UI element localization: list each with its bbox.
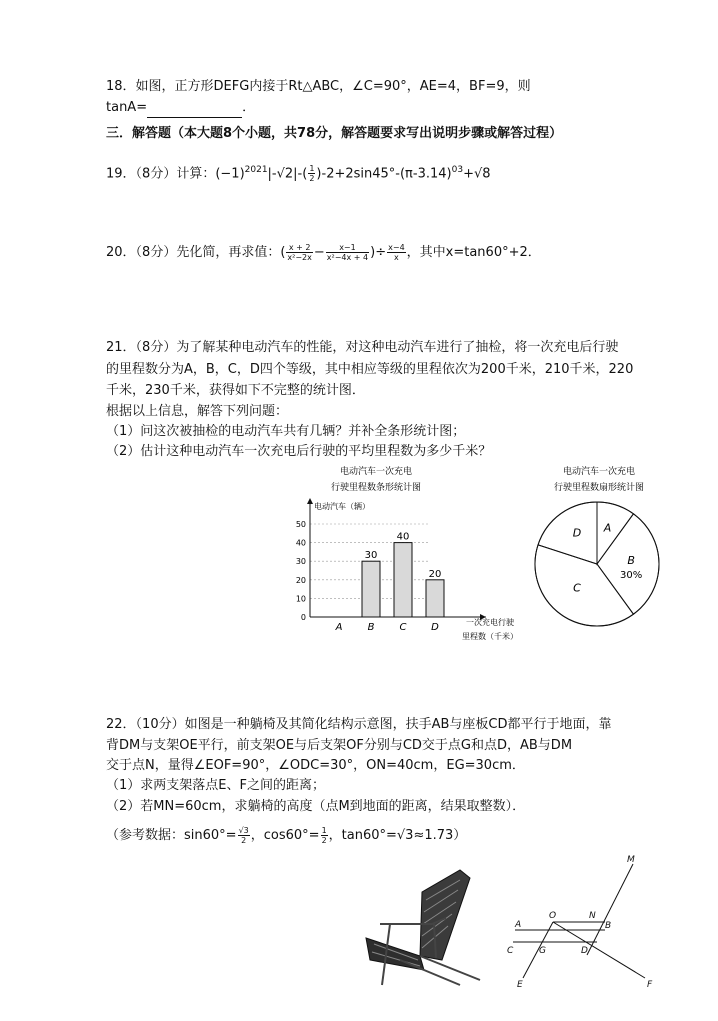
label-C: C xyxy=(507,946,514,956)
pie-label-A: A xyxy=(603,521,612,535)
label-M: M xyxy=(627,855,635,865)
section-3-heading: 三．解答题（本大题8个小题，共78分，解答题要求写出说明步骤或解答过程） xyxy=(106,126,563,141)
bar-chart-xlabel-2: 里程数（千米） xyxy=(462,632,518,641)
pie-label-C: C xyxy=(573,581,581,595)
q22-line1: 22．（10分）如图是一种躺椅及其简化结构示意图，扶手AB与座板CD都平行于地面，靠 xyxy=(106,717,612,732)
y-tick-label: 10 xyxy=(295,594,306,604)
x-tick-B: B xyxy=(367,622,375,633)
structure-diagram xyxy=(505,850,675,990)
label-O: O xyxy=(549,911,557,921)
q19: 19．（8分）计算：$(-1)^{2021}|-√2|-$( $\frac{1}{2}$ )$-2+2\sin 45^\circ-(\pi-3.14)^{03}+√8$ xyxy=(106,164,491,184)
sin60-frac: $\frac{√3}{2}$ xyxy=(238,826,249,845)
q19-pi-exp: 0 xyxy=(451,165,458,175)
chair-back xyxy=(420,870,470,960)
q20-suffix: ，其中x=tan60°+2． xyxy=(406,245,541,260)
bar-value-C: 40 xyxy=(396,531,410,543)
q22-line5: （2）若MN=60cm，求躺椅的高度（点M到地面的距离，结果取整数）． xyxy=(106,799,526,814)
q21-line6: （2）估计这种电动汽车一次充电后行驶的平均里程数为多少千米？ xyxy=(106,444,492,459)
q21-line2: 的里程数分为A，B，C，D四个等级，其中相应等级的里程依次为200千米，210千米，220 xyxy=(106,362,634,377)
line-DM xyxy=(587,864,633,955)
recliner-illustration xyxy=(360,860,490,995)
q19-prefix: 19．（8分）计算： xyxy=(106,166,216,182)
label-B: B xyxy=(605,921,612,931)
label-D: D xyxy=(581,946,588,956)
q18-end: ． xyxy=(242,100,256,115)
q20: 20．（8分）先化简，再求值：( $\frac{x + 2}{\text{x²−2x}}$ − $\frac{x-1}{\text{x²−4x + 4}}$ )÷ $\frac{x-4}{x}$ ，其中x=tan60°+2． xyxy=(106,243,541,262)
q18-line2 xyxy=(106,98,255,118)
x-tick-A: A xyxy=(335,622,343,633)
pie-chart xyxy=(515,462,675,637)
bar-value-D: 20 xyxy=(428,568,442,580)
label-N: N xyxy=(589,911,596,921)
pie-label-B: B xyxy=(627,554,635,567)
bar-B xyxy=(362,561,380,617)
q18-line1: 18．如图，正方形DEFG内接于Rt△ABC，∠C=90°，AE=4，BF=9，则 xyxy=(106,79,531,94)
q19-half: $\frac{1}{2}$ xyxy=(309,164,315,184)
bar-chart-title-1: 电动汽车一次充电 xyxy=(339,467,413,477)
bar-chart-title-2: 行驶里程数条形统计图 xyxy=(330,483,422,493)
q22-line3: 交于点N，量得∠EOF=90°，∠ODC=30°，ON=40cm，EG=30cm． xyxy=(106,758,525,773)
bar-value-B: 30 xyxy=(364,550,378,562)
q20-frac1: $\frac{x + 2}{\text{x²−2x}}$ xyxy=(287,243,312,262)
q19-exp: 2021 xyxy=(244,165,268,175)
label-A: A xyxy=(515,920,522,930)
q20-prefix: 20．（8分）先化简，再求值： xyxy=(106,245,281,260)
q19-pi: (π-3.14) xyxy=(399,166,452,182)
q20-frac3: $\frac{x-4}{x}$ xyxy=(388,243,405,262)
chair-seat xyxy=(366,938,424,970)
q22-line2: 背DM与支架OE平行，前支架OE与后支架OF分别与CD交于点G和点D，AB与DM xyxy=(106,738,573,753)
y-tick-label: 40 xyxy=(295,538,306,548)
bar-chart-ylabel: 电动汽车（辆） xyxy=(314,502,370,511)
bar-C xyxy=(394,543,412,617)
q21-line4: 根据以上信息，解答下列问题： xyxy=(106,404,289,419)
q21-line5: （1）问这次被抽检的电动汽车共有几辆？并补全条形统计图； xyxy=(106,424,466,439)
bar-D xyxy=(426,580,444,617)
y-axis-arrow xyxy=(307,498,313,504)
cos60-frac: $\frac{1}{2}$ xyxy=(321,826,327,845)
pie-percent-B: 30% xyxy=(619,570,643,581)
x-tick-D: D xyxy=(431,622,439,633)
label-F: F xyxy=(647,980,653,990)
q21-line1: 21．（8分）为了解某种电动汽车的性能，对这种电动汽车进行了抽检，将一次充电后行驶 xyxy=(106,340,619,355)
pie-chart-title-1: 电动汽车一次充电 xyxy=(562,467,636,477)
y-tick-label: 0 xyxy=(300,613,306,622)
answer-blank[interactable] xyxy=(147,103,242,118)
q19-mid: -2+2sin45°- xyxy=(321,166,400,182)
y-tick-label: 50 xyxy=(295,520,306,529)
q20-div: ÷ xyxy=(375,245,387,260)
q22-reference: （参考数据：sin60°= $\frac{√3}{2}$ ，cos60°= $\frac{1}{2}$ ，tan60°=√3≈1.73） xyxy=(106,826,467,845)
q19-abs: |-√2|- xyxy=(267,166,303,182)
x-tick-C: C xyxy=(399,622,407,633)
q19-base: (−1) xyxy=(215,166,245,182)
y-tick-label: 20 xyxy=(295,575,306,585)
pie-chart-title-2: 行驶里程数扇形统计图 xyxy=(553,483,645,493)
bar-chart-xlabel-1: 一次充电行驶 xyxy=(466,618,514,627)
y-tick-label: 30 xyxy=(295,557,306,567)
q19-tail: +√8 xyxy=(463,166,491,182)
q19-cbrt-index: 3 xyxy=(457,165,464,175)
q18-tan-label: tanA= xyxy=(106,100,148,115)
pie-label-D: D xyxy=(572,526,582,540)
label-G: G xyxy=(539,946,546,956)
q22-line4: （1）求两支架落点E、F之间的距离； xyxy=(106,778,325,793)
label-E: E xyxy=(517,980,523,990)
bar-chart xyxy=(280,462,520,652)
q20-frac2: $\frac{x-1}{\text{x²−4x + 4}}$ xyxy=(326,243,369,262)
q21-line3: 千米，230千米，获得如下不完整的统计图． xyxy=(106,383,365,398)
